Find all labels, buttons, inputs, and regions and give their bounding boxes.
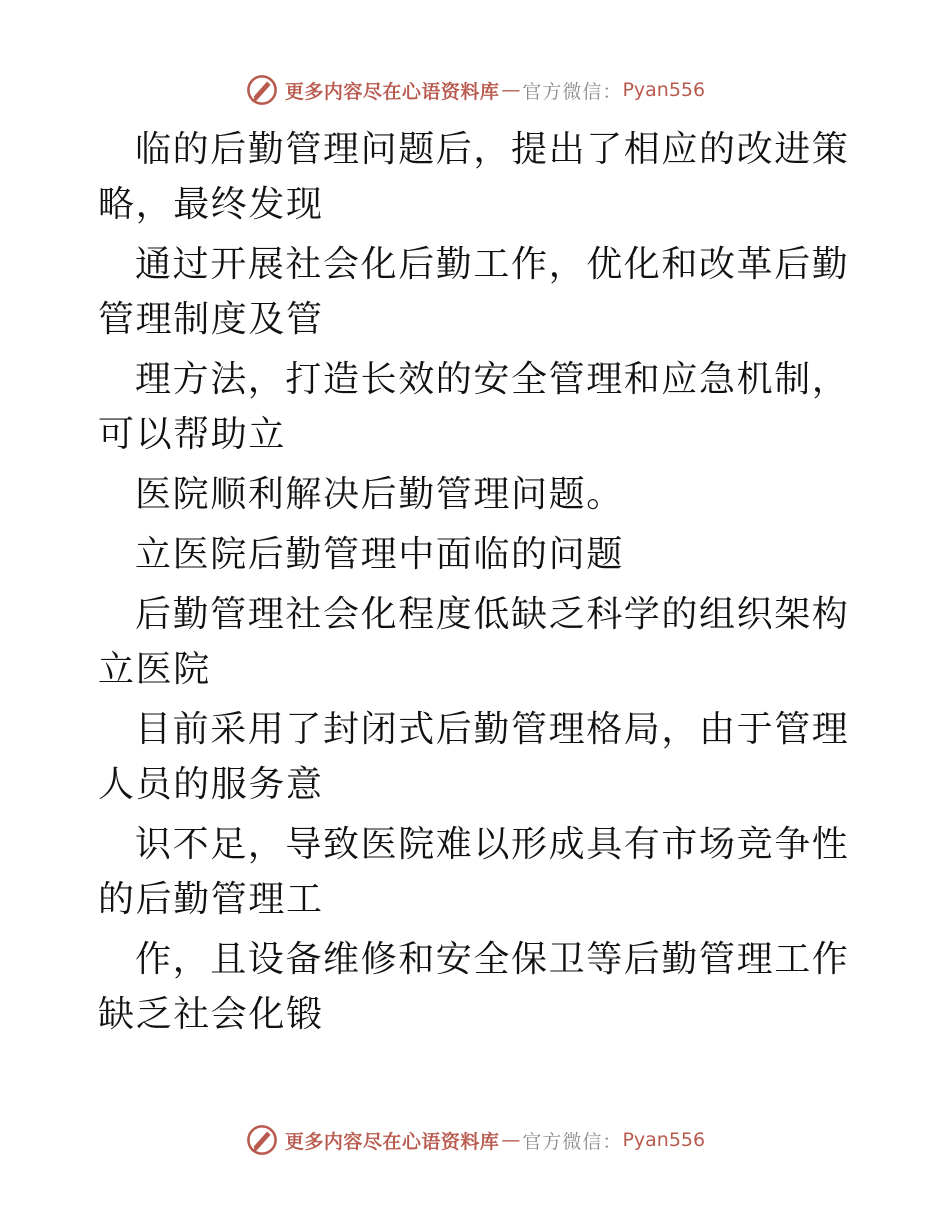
footer-banner xyxy=(0,1118,950,1162)
paragraph: 通过开展社会化后勤工作，优化和改革后勤管理制度及管 xyxy=(98,244,850,340)
paragraph: 目前采用了封闭式后勤管理格局，由于管理人员的服务意 xyxy=(98,709,850,805)
paragraph: 作，且设备维修和安全保卫等后勤管理工作缺乏社会化锻 xyxy=(98,939,850,1035)
banner-wechat-id: Pyan556 xyxy=(622,79,706,101)
paragraph: 理方法，打造长效的安全管理和应急机制，可以帮助立 xyxy=(98,359,850,455)
paragraph: 识不足，导致医院难以形成具有市场竞争性的后勤管理工 xyxy=(98,824,850,920)
brand-logo-icon xyxy=(245,73,279,107)
document-body xyxy=(98,122,858,1042)
banner-wechat-id: Pyan556 xyxy=(622,1129,706,1151)
banner-separator: — xyxy=(501,79,521,101)
paragraph: 临的后勤管理问题后，提出了相应的改进策略，最终发现 xyxy=(98,129,850,225)
banner-separator: — xyxy=(501,1129,521,1151)
paragraph: 后勤管理社会化程度低缺乏科学的组织架构立医院 xyxy=(98,594,850,690)
section-heading: 立医院后勤管理中面临的问题 xyxy=(135,534,624,575)
banner-brand-text: 更多内容尽在心语资料库 xyxy=(284,1130,500,1153)
banner-wechat-label: 官方微信： xyxy=(522,1130,623,1153)
banner-wechat-label: 官方微信： xyxy=(522,80,623,103)
paragraph: 医院顺利解决后勤管理问题。 xyxy=(135,474,624,515)
header-banner xyxy=(0,68,950,112)
brand-logo-icon xyxy=(245,1123,279,1157)
banner-brand-text: 更多内容尽在心语资料库 xyxy=(284,80,500,103)
